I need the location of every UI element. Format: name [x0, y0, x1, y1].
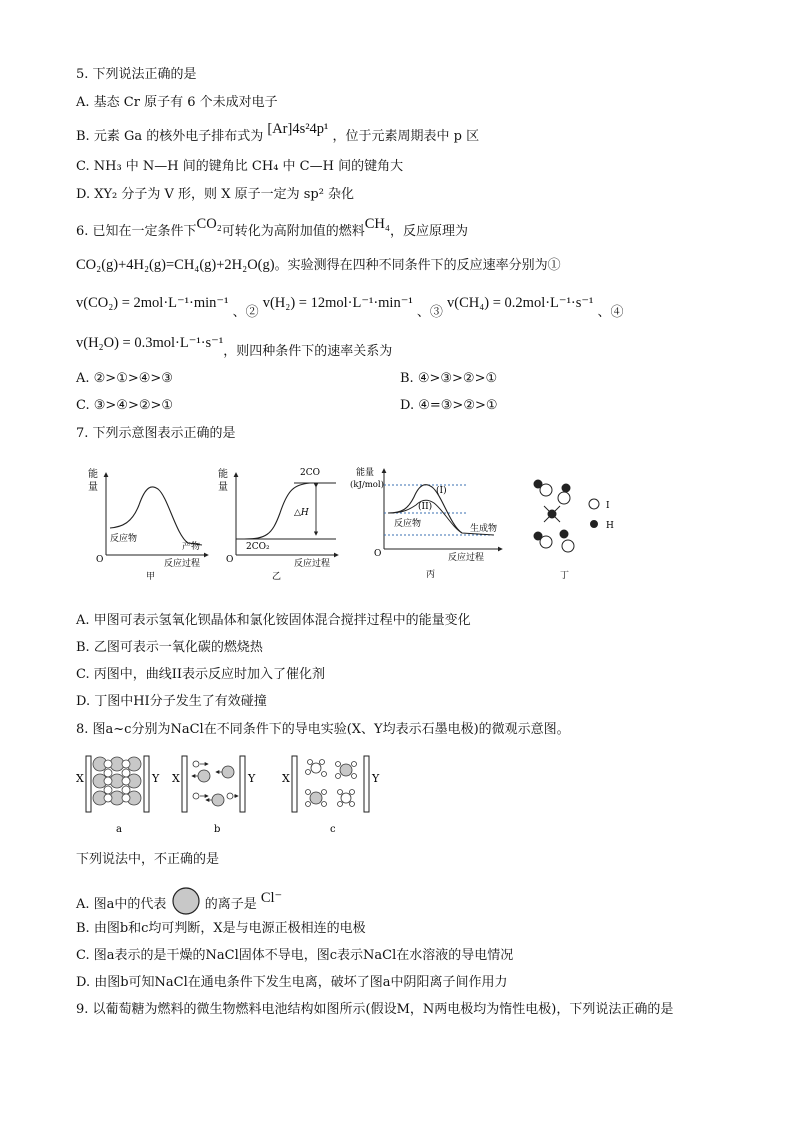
q7-option-d: D. 丁图中HI分子发生了有效碰撞	[76, 694, 267, 709]
jia-caption: 甲	[146, 572, 156, 582]
bing-product-label: 生成物	[470, 524, 498, 534]
yi-bottom-label: 2CO₂	[246, 542, 270, 552]
bing-caption: 丙	[426, 570, 436, 580]
jia-origin: O	[96, 555, 104, 565]
i-atom	[540, 536, 552, 548]
a-electrode-x-label: X	[76, 772, 84, 785]
bing-curve-ii-label: (II)	[418, 502, 433, 512]
ding-legend-h: H	[606, 521, 614, 531]
q6-co2: CO₂	[196, 216, 222, 232]
q8-option-d: D. 由图b可知NaCl在通电条件下发生电离，破坏了图a中阴阳离子间作用力	[76, 975, 508, 990]
q6-stem-post: ，反应原理为	[389, 224, 468, 239]
jia-reactant-label: 反应物	[110, 534, 138, 544]
q7-figure-yi	[214, 465, 344, 583]
b-electrode-y	[240, 756, 245, 812]
b-electrode-x	[182, 756, 187, 812]
jia-xlabel: 反应过程	[164, 559, 201, 569]
q7-figure-jia	[84, 465, 214, 583]
q8-option-a	[76, 886, 282, 916]
q5-option-b-pre: B. 元素 Ga 的核外电子排布式为	[76, 129, 264, 144]
q9-stem: 9. 以葡萄糖为燃料的微生物燃料电池结构如图所示(假设M，N两电极均为惰性电极)，下列说法正确的是	[76, 1002, 674, 1017]
q5-option-b-post: ，位于元素周期表中 p 区	[332, 129, 480, 144]
b-electrode-x-label: X	[172, 772, 180, 785]
q6-rate4-line	[76, 334, 393, 359]
h-atom	[562, 484, 570, 492]
q6-option-a: A. ②>①>④>③	[76, 371, 173, 386]
bing-reactant-label: 反应物	[394, 519, 422, 529]
yi-ylabel-1: 能	[218, 469, 228, 480]
q7-option-a: A. 甲图可表示氢氧化钡晶体和氯化铵固体混合搅拌过程中的能量变化	[76, 613, 471, 628]
q8-option-a-post: 的离子是	[204, 897, 257, 912]
ding-legend-i: I	[606, 501, 610, 511]
yi-ylabel-2: 量	[218, 482, 228, 493]
bing-xlabel: 反应过程	[448, 553, 485, 563]
legend-h-circle	[591, 521, 598, 528]
b-caption: b	[214, 824, 221, 835]
i-atom	[558, 492, 570, 504]
i-atom	[562, 540, 574, 552]
q6-stem-mid: 可转化为高附加值的燃料	[221, 224, 365, 239]
q8-option-b: B. 由图b和c均可判断，X是与电源正极相连的电极	[76, 921, 366, 936]
q6-rate-1: v(CO₂) = 2mol·L⁻¹·min⁻¹	[76, 295, 229, 311]
q8-stem: 8. 图a~c分别为NaCl在不同条件下的导电实验(X、Y均表示石墨电极)的微观示意图。	[76, 722, 570, 737]
a-crystal-lattice	[93, 757, 141, 805]
q6-equation: CO₂(g)+4H₂(g)=CH₄(g)+2H₂O(g)	[76, 257, 275, 273]
q6-option-b: B. ④>③>②>①	[400, 371, 498, 386]
q5-option-a: A. 基态 Cr 原子有 6 个未成对电子	[76, 95, 278, 110]
q7-figure-ding	[522, 470, 632, 582]
bing-ylabel-2: (kJ/mol)	[350, 480, 384, 490]
h-atom	[560, 530, 568, 538]
q6-equation-post: 。实验测得在四种不同条件下的反应速率分别为①	[274, 258, 561, 273]
bing-curve-i-label: (I)	[436, 486, 447, 496]
c-hydrated-ions	[306, 760, 357, 807]
q8-figure-a	[74, 752, 170, 838]
q8-figure-c	[280, 752, 390, 838]
c-electrode-y-label: Y	[372, 772, 380, 785]
q5-option-c: C. NH₃ 中 N—H 间的键角比 CH₄ 中 C—H 间的键角大	[76, 159, 404, 174]
q6-option-c: C. ③>④>②>①	[76, 398, 174, 413]
q8-intro: 下列说法中，不正确的是	[76, 852, 220, 867]
a-caption: a	[116, 824, 122, 835]
q6-sep-3: 、③	[416, 305, 443, 320]
q6-ch4: CH₄	[364, 216, 390, 232]
bing-ylabel-1: 能量	[356, 468, 375, 478]
i-atom	[540, 484, 552, 496]
jia-product-label: 产物	[182, 542, 201, 552]
q6-stem	[76, 216, 468, 241]
q8-figure-b	[170, 752, 266, 838]
q5-option-b	[76, 121, 480, 146]
legend-i-circle	[589, 499, 599, 509]
q5-option-b-formula: [Ar]4s²4p¹	[267, 121, 329, 137]
bing-origin: O	[374, 549, 382, 559]
a-electrode-x	[86, 756, 91, 812]
q8-option-c: C. 图a表示的是干燥的NaCl固体不导电，图c表示NaCl在水溶液的导电情况	[76, 948, 514, 963]
ding-molecules	[534, 480, 599, 552]
q6-stem-pre: 6. 已知在一定条件下	[76, 224, 197, 239]
q6-rate-4: v(H₂O) = 0.3mol·L⁻¹·s⁻¹	[76, 335, 224, 351]
yi-origin: O	[226, 555, 234, 565]
q6-equation-line	[76, 256, 561, 275]
q6-rates-line	[76, 294, 624, 320]
q7-stem: 7. 下列示意图表示正确的是	[76, 426, 236, 441]
jia-ylabel-1: 能	[88, 469, 98, 480]
q6-rate-2: v(H₂) = 12mol·L⁻¹·min⁻¹	[262, 295, 413, 311]
q7-figure-bing	[346, 463, 506, 583]
b-electrode-y-label: Y	[248, 772, 256, 785]
q7-option-c: C. 丙图中，曲线II表示反应时加入了催化剂	[76, 667, 326, 682]
ding-caption: 丁	[560, 571, 570, 581]
q5-option-d: D. XY₂ 分子为 V 形，则 X 原子一定为 sp² 杂化	[76, 187, 355, 202]
b-free-ions	[192, 761, 238, 806]
q7-option-b: B. 乙图可表示一氧化碳的燃烧热	[76, 640, 263, 655]
yi-xlabel: 反应过程	[294, 559, 331, 569]
q8-option-a-ion: Cl⁻	[260, 890, 283, 906]
jia-ylabel-2: 量	[88, 482, 98, 493]
q6-option-d: D. ④=③>②>①	[400, 398, 498, 413]
c-caption: c	[330, 824, 336, 835]
c-electrode-x-label: X	[282, 772, 290, 785]
q6-rate-post: ，则四种条件下的速率关系为	[223, 344, 393, 359]
q6-sep-4: 、④	[597, 305, 624, 320]
a-electrode-y-label: Y	[152, 772, 160, 785]
yi-top-label: 2CO	[300, 468, 320, 478]
yi-caption: 乙	[272, 572, 282, 582]
q6-rate-3: v(CH₄) = 0.2mol·L⁻¹·s⁻¹	[447, 295, 594, 311]
large-ion-icon	[171, 886, 201, 916]
yi-dh-label: △H	[294, 508, 309, 518]
q6-sep-2: 、②	[232, 305, 259, 320]
a-electrode-y	[144, 756, 149, 812]
q5-stem: 5. 下列说法正确的是	[76, 67, 197, 82]
c-electrode-x	[292, 756, 297, 812]
q8-option-a-pre: A. 图a中的代表	[76, 897, 167, 912]
c-electrode-y	[364, 756, 369, 812]
